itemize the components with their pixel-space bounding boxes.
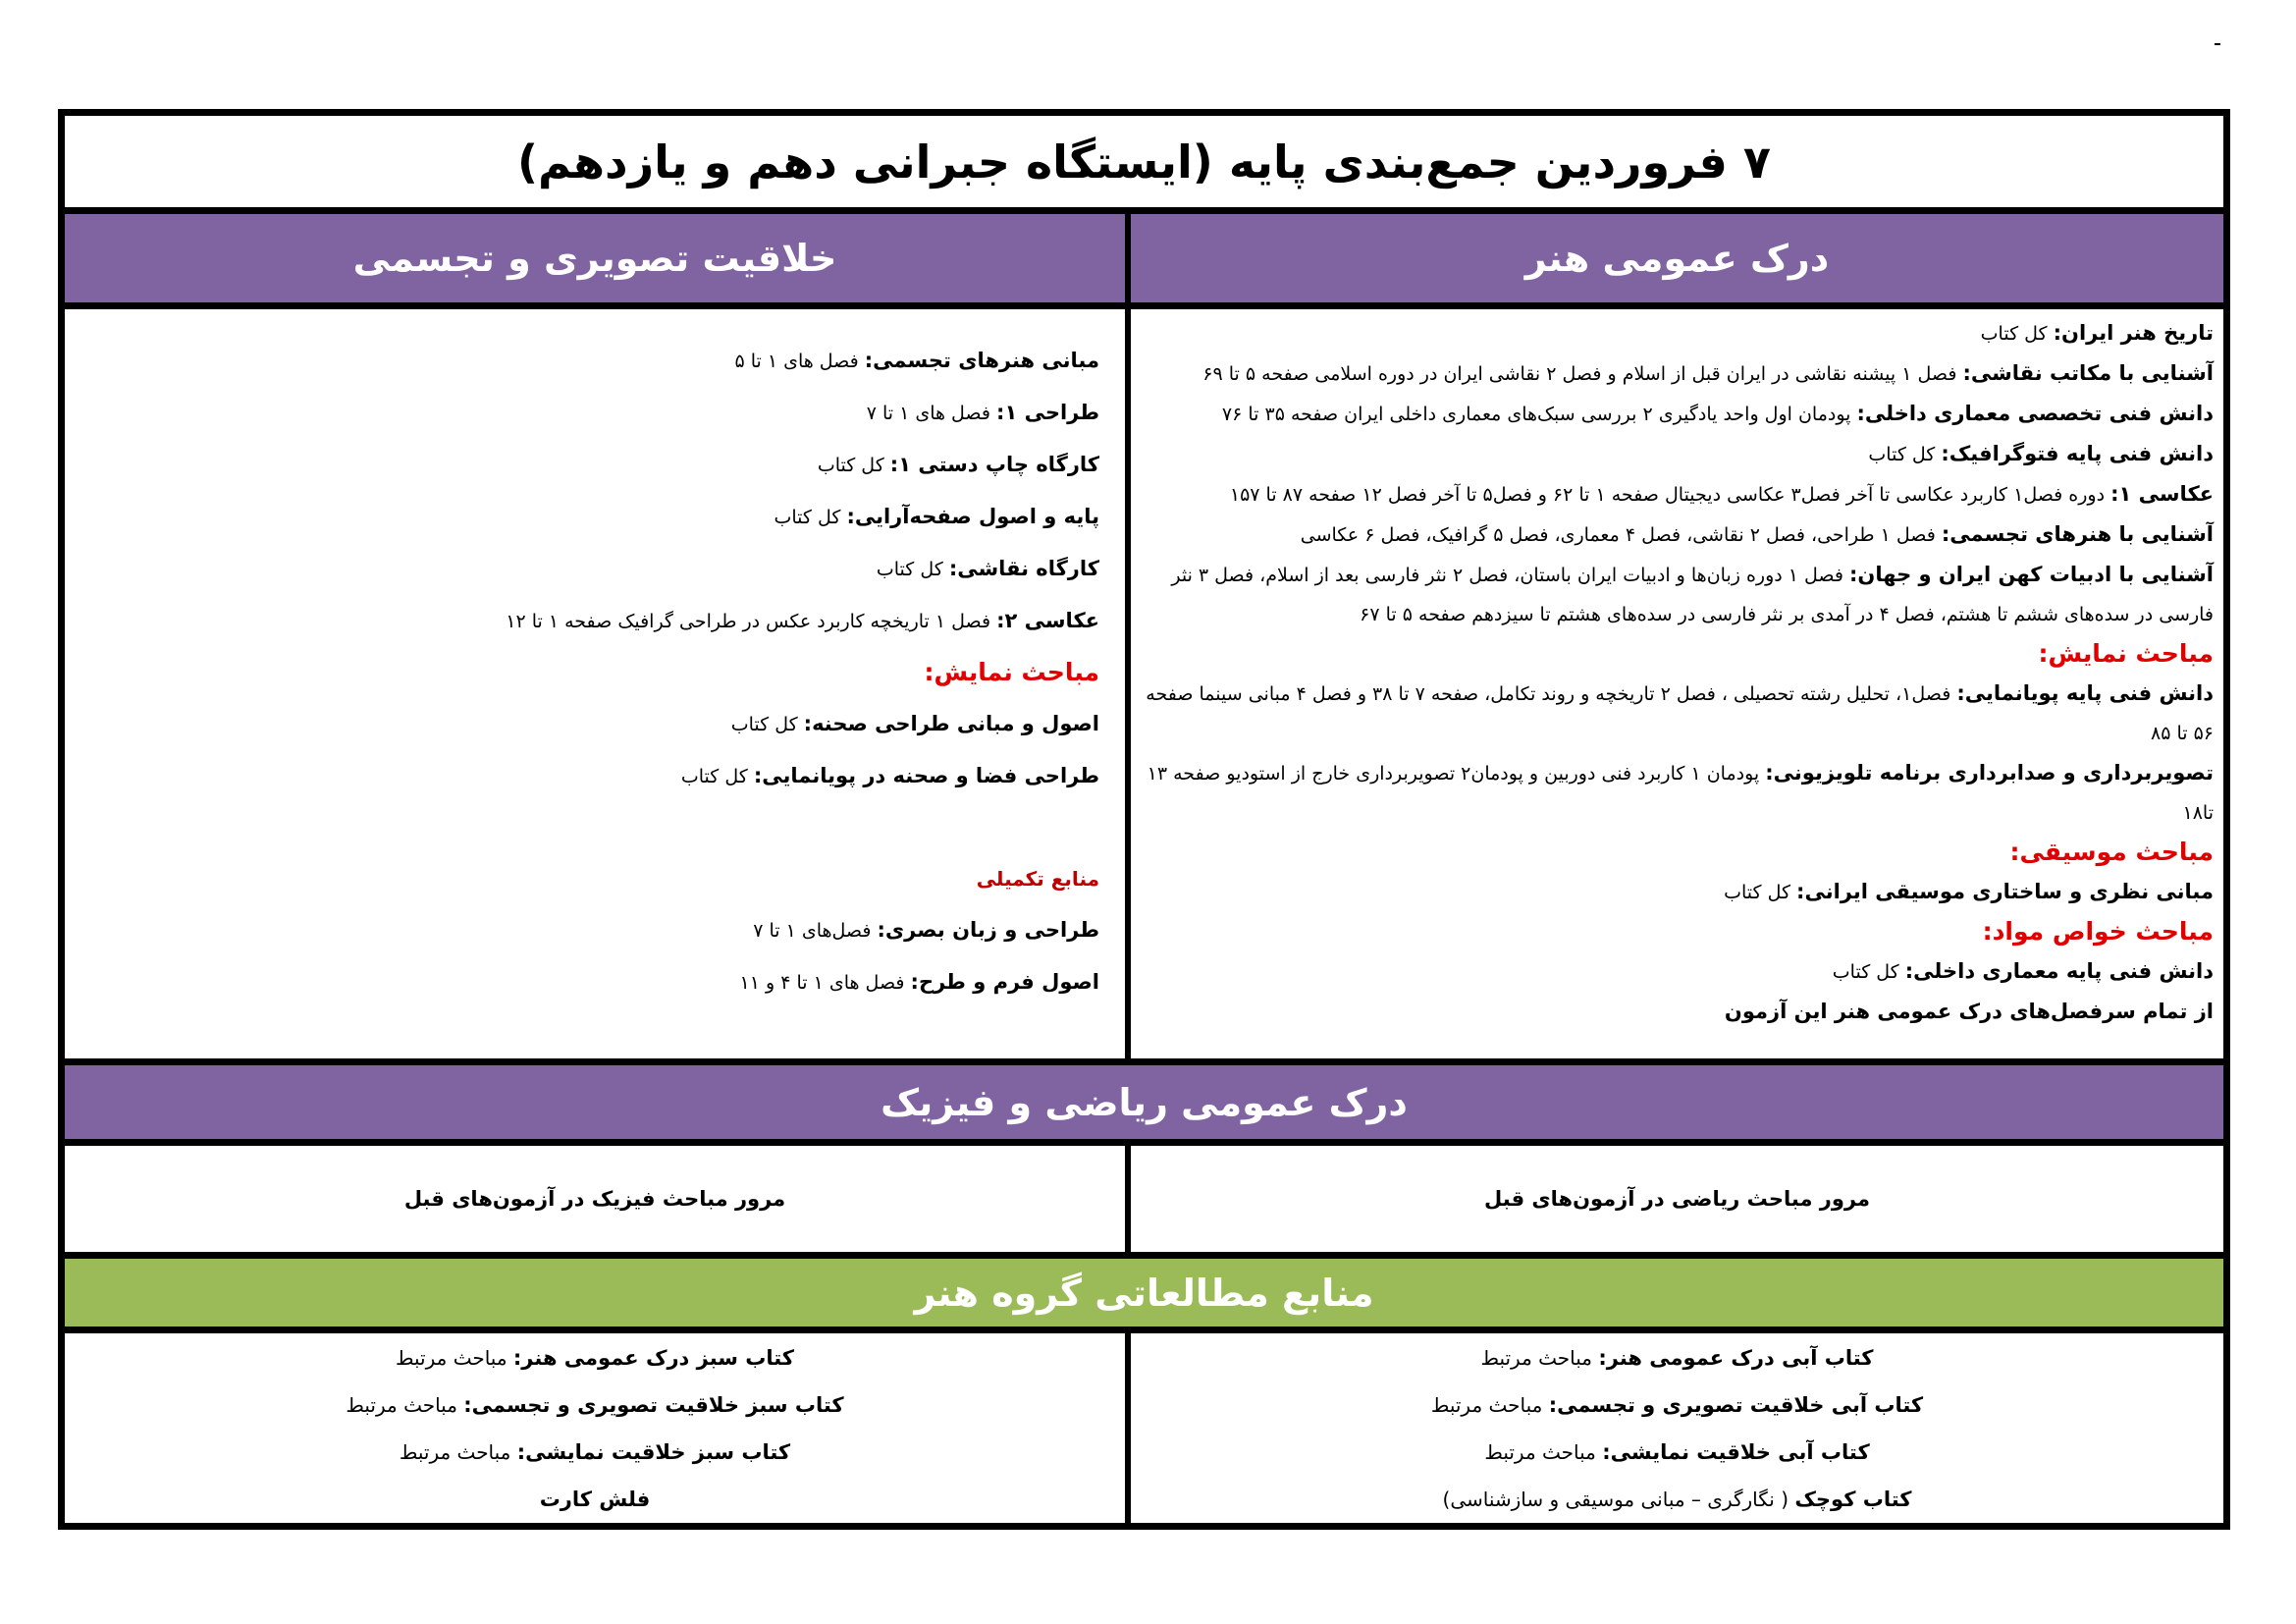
course-item-value: دوره فصل۱ کاربرد عکاسی تا آخر فصل۳ عکاسی دیجیتال صفحه ۱ تا ۶۲ و فصل۵ تا آخر فصل ۱۲ صفحه ۸۷ تا ۱۵۷ bbox=[1229, 484, 2111, 506]
header-visual-creativity bbox=[65, 214, 1125, 302]
course-item bbox=[79, 491, 1099, 543]
resource-item-value: مباحث مرتبط bbox=[1430, 1392, 1549, 1417]
course-item-label: کارگاه چاپ دستی ۱: bbox=[889, 453, 1099, 476]
header-visual-creativity-label: خلاقیت تصویری و تجسمی bbox=[352, 237, 837, 280]
resources-left bbox=[65, 1333, 1125, 1523]
schedule-table bbox=[58, 109, 2230, 1530]
course-item-label: دانش فنی تخصصی معماری داخلی: bbox=[1856, 402, 2214, 425]
resources-header-label: منابع مطالعاتی گروه هنر bbox=[914, 1271, 1374, 1315]
resource-item-value: مباحث مرتبط bbox=[399, 1439, 517, 1464]
course-item bbox=[1144, 353, 2214, 394]
show-item bbox=[1144, 674, 2214, 753]
resource-item bbox=[1431, 1381, 1923, 1429]
art-understanding-content bbox=[1144, 313, 2214, 1031]
resource-item bbox=[400, 1429, 790, 1476]
show-item-value: کل کتاب bbox=[730, 714, 804, 735]
course-item bbox=[79, 439, 1099, 491]
resource-item-label: کتاب کوچک bbox=[1794, 1487, 1912, 1511]
show-item-label: طراحی فضا و صحنه در پویانمایی: bbox=[753, 764, 1099, 787]
course-item-label: عکاسی ۲: bbox=[996, 609, 1099, 632]
music-item-value: کل کتاب bbox=[1724, 882, 1797, 903]
resource-item-value: مباحث مرتبط bbox=[1484, 1439, 1603, 1464]
show-item-value: کل کتاب bbox=[680, 766, 754, 787]
course-item bbox=[1144, 313, 2214, 353]
resources-header bbox=[65, 1259, 2223, 1326]
resource-item-label: کتاب سبز درک عمومی هنر: bbox=[512, 1345, 795, 1370]
course-item-label: عکاسی ۱: bbox=[2110, 482, 2214, 506]
resource-item-value: ( نگارگری – مبانی موسیقی و سازشناسی) bbox=[1442, 1487, 1795, 1511]
supplementary-item bbox=[79, 904, 1099, 956]
divider bbox=[65, 207, 2223, 214]
show-item bbox=[79, 698, 1099, 750]
page-title: ۷ فروردین جمع‌بندی پایه (ایستگاه جبرانی دهم و یازدهم) bbox=[517, 135, 1771, 189]
column-divider bbox=[1125, 207, 1131, 1065]
materials-item-label: دانش فنی پایه معماری داخلی: bbox=[1904, 959, 2214, 983]
supplementary-item bbox=[79, 956, 1099, 1008]
header-art-understanding-label: درک عمومی هنر bbox=[1524, 237, 1830, 280]
math-physics-row bbox=[65, 1146, 2223, 1252]
supplementary-item-label: اصول فرم و طرح: bbox=[910, 970, 1099, 994]
course-item-value: پودمان اول واحد یادگیری ۲ بررسی سبک‌های معماری داخلی ایران صفحه ۳۵ تا ۷۶ bbox=[1221, 404, 1857, 425]
course-item bbox=[1144, 394, 2214, 434]
resource-item-value: مباحث مرتبط bbox=[346, 1392, 464, 1417]
course-item-label: پایه و اصول صفحه‌آرایی: bbox=[846, 505, 1099, 528]
resource-item bbox=[1480, 1334, 1873, 1381]
course-item-label: مبانی هنرهای تجسمی: bbox=[864, 349, 1099, 372]
math-physics-header-label: درک عمومی ریاضی و فیزیک bbox=[881, 1080, 1408, 1124]
resource-item-label: کتاب سبز خلاقیت نمایشی: bbox=[516, 1439, 791, 1464]
resource-item-label: کتاب آبی درک عمومی هنر: bbox=[1598, 1345, 1874, 1370]
spacer bbox=[79, 802, 1099, 853]
course-item-value: فصل ۱ دوره زبان‌ها و ادبیات ایران باستان، فصل ۲ نثر فارسی بعد از اسلام، فصل ۳ نثر فارسی در سده‌های ششم تا هشتم، فصل ۴ در آمدی بر نثر فارسی در سده‌های هشتم تا سیزدهم صفحه ۵ تا ۶۷ bbox=[1171, 565, 2214, 625]
course-item bbox=[1144, 514, 2214, 555]
course-item bbox=[79, 595, 1099, 647]
course-item-label: آشنایی با هنرهای تجسمی: bbox=[1941, 522, 2214, 546]
course-item bbox=[79, 387, 1099, 439]
page-mark bbox=[2215, 43, 2220, 45]
course-item-value: کل کتاب bbox=[1868, 444, 1942, 465]
math-review-text: مرور مباحث ریاضی در آزمون‌های قبل bbox=[1484, 1187, 1870, 1211]
resource-item bbox=[396, 1334, 794, 1381]
show-item-label: دانش فنی پایه پویانمایی: bbox=[1956, 681, 2214, 705]
divider bbox=[65, 302, 2223, 309]
course-item-label: تاریخ هنر ایران: bbox=[2053, 321, 2214, 345]
course-item-label: طراحی ۱: bbox=[996, 401, 1099, 424]
course-item-label: کارگاه نقاشی: bbox=[948, 557, 1099, 580]
visual-creativity-content bbox=[79, 335, 1099, 1008]
materials-item bbox=[1144, 951, 2214, 992]
divider bbox=[65, 1326, 2223, 1333]
show-item-value: فصل۱، تحلیل رشته تحصیلی ، فصل ۲ تاریخچه و روند تکامل، صفحه ۷ تا ۳۸ و فصل ۴ مبانی سینما صفحه ۵۶ تا ۸۵ bbox=[1146, 683, 2214, 744]
materials-topics-heading: مباحث خواص مواد: bbox=[1982, 917, 2214, 946]
course-item-value: فصل ۱ تاریخچه کاربرد عکس در طراحی گرافیک صفحه ۱ تا ۱۲ bbox=[506, 611, 997, 632]
math-cell bbox=[1131, 1146, 2223, 1252]
footer-note: از تمام سرفصل‌های درک عمومی هنر این آزمون bbox=[1724, 1000, 2214, 1023]
resource-item-label: کتاب سبز خلاقیت تصویری و تجسمی: bbox=[463, 1392, 844, 1417]
divider bbox=[65, 1139, 2223, 1146]
show-topics-heading: مباحث نمایش: bbox=[924, 658, 1099, 686]
course-item-value: فصل های ۱ تا ۵ bbox=[734, 351, 865, 372]
math-physics-header bbox=[65, 1065, 2223, 1139]
show-item-label: تصویربرداری و صدابرداری برنامه تلویزیونی: bbox=[1765, 761, 2214, 785]
course-item-label: دانش فنی پایه فتوگرافیک: bbox=[1941, 442, 2214, 465]
supplementary-item-value: فصل های ۱ تا ۴ و ۱۱ bbox=[739, 972, 911, 994]
resource-item bbox=[1484, 1429, 1869, 1476]
resource-item-label: کتاب آبی خلاقیت تصویری و تجسمی: bbox=[1548, 1392, 1924, 1417]
resource-item-label: کتاب آبی خلاقیت نمایشی: bbox=[1602, 1439, 1870, 1464]
show-item bbox=[1144, 753, 2214, 833]
course-item bbox=[79, 543, 1099, 595]
resource-item bbox=[540, 1476, 651, 1523]
column-divider bbox=[1125, 1326, 1131, 1523]
course-item-label: آشنایی با ادبیات کهن ایران و جهان: bbox=[1849, 563, 2214, 586]
course-item-value: فصل ۱ طراحی، فصل ۲ نقاشی، فصل ۴ معماری، فصل ۵ گرافیک، فصل ۶ عکاسی bbox=[1300, 524, 1942, 546]
course-item-label: آشنایی با مکاتب نقاشی: bbox=[1962, 361, 2214, 385]
resource-item-value: مباحث مرتبط bbox=[1480, 1345, 1599, 1370]
music-topics-heading: مباحث موسیقی: bbox=[2009, 838, 2214, 866]
show-item bbox=[79, 750, 1099, 802]
resource-item-value: مباحث مرتبط bbox=[396, 1345, 513, 1370]
course-item-value: کل کتاب bbox=[774, 507, 847, 528]
resources-right bbox=[1131, 1333, 2223, 1523]
divider bbox=[65, 1058, 2223, 1065]
physics-review-text: مرور مباحث فیزیک در آزمون‌های قبل bbox=[403, 1187, 786, 1211]
course-item bbox=[79, 335, 1099, 387]
materials-item-value: کل کتاب bbox=[1832, 961, 1905, 983]
title-row bbox=[65, 116, 2223, 207]
resource-item-label: فلش کارت bbox=[539, 1487, 651, 1511]
content-row bbox=[65, 309, 2223, 1058]
show-item-value: پودمان ۱ کاربرد فنی دوربین و پودمان۲ تصویربرداری خارج از استودیو صفحه ۱۳ تا۱۸ bbox=[1147, 763, 2214, 824]
divider bbox=[65, 1252, 2223, 1259]
course-item-value: کل کتاب bbox=[1980, 323, 2054, 345]
course-item-value: کل کتاب bbox=[817, 455, 890, 476]
show-item-label: اصول و مبانی طراحی صحنه: bbox=[803, 712, 1099, 735]
course-item-value: کل کتاب bbox=[876, 559, 949, 580]
course-item-value: فصل ۱ پیشنه نقاشی در ایران قبل از اسلام و فصل ۲ نقاشی ایران در دوره اسلامی صفحه ۵ تا ۶۹ bbox=[1202, 363, 1963, 385]
supplementary-heading: منابع تکمیلی bbox=[976, 867, 1099, 891]
physics-cell bbox=[65, 1146, 1125, 1252]
course-item bbox=[1144, 474, 2214, 514]
column-divider bbox=[1125, 1139, 1131, 1259]
course-item bbox=[1144, 434, 2214, 474]
resource-item bbox=[1443, 1476, 1912, 1523]
music-item-label: مبانی نظری و ساختاری موسیقی ایرانی: bbox=[1796, 880, 2214, 903]
course-item-value: فصل های ۱ تا ۷ bbox=[866, 403, 997, 424]
resource-item bbox=[346, 1381, 843, 1429]
course-item bbox=[1144, 555, 2214, 634]
resources-row bbox=[65, 1333, 2223, 1523]
show-topics-heading: مباحث نمایش: bbox=[2038, 639, 2214, 668]
supplementary-item-value: فصل‌های ۱ تا ۷ bbox=[753, 920, 878, 942]
section-header-row bbox=[65, 214, 2223, 302]
header-art-understanding bbox=[1131, 214, 2223, 302]
music-item bbox=[1144, 872, 2214, 912]
supplementary-item-label: طراحی و زبان بصری: bbox=[877, 918, 1099, 942]
